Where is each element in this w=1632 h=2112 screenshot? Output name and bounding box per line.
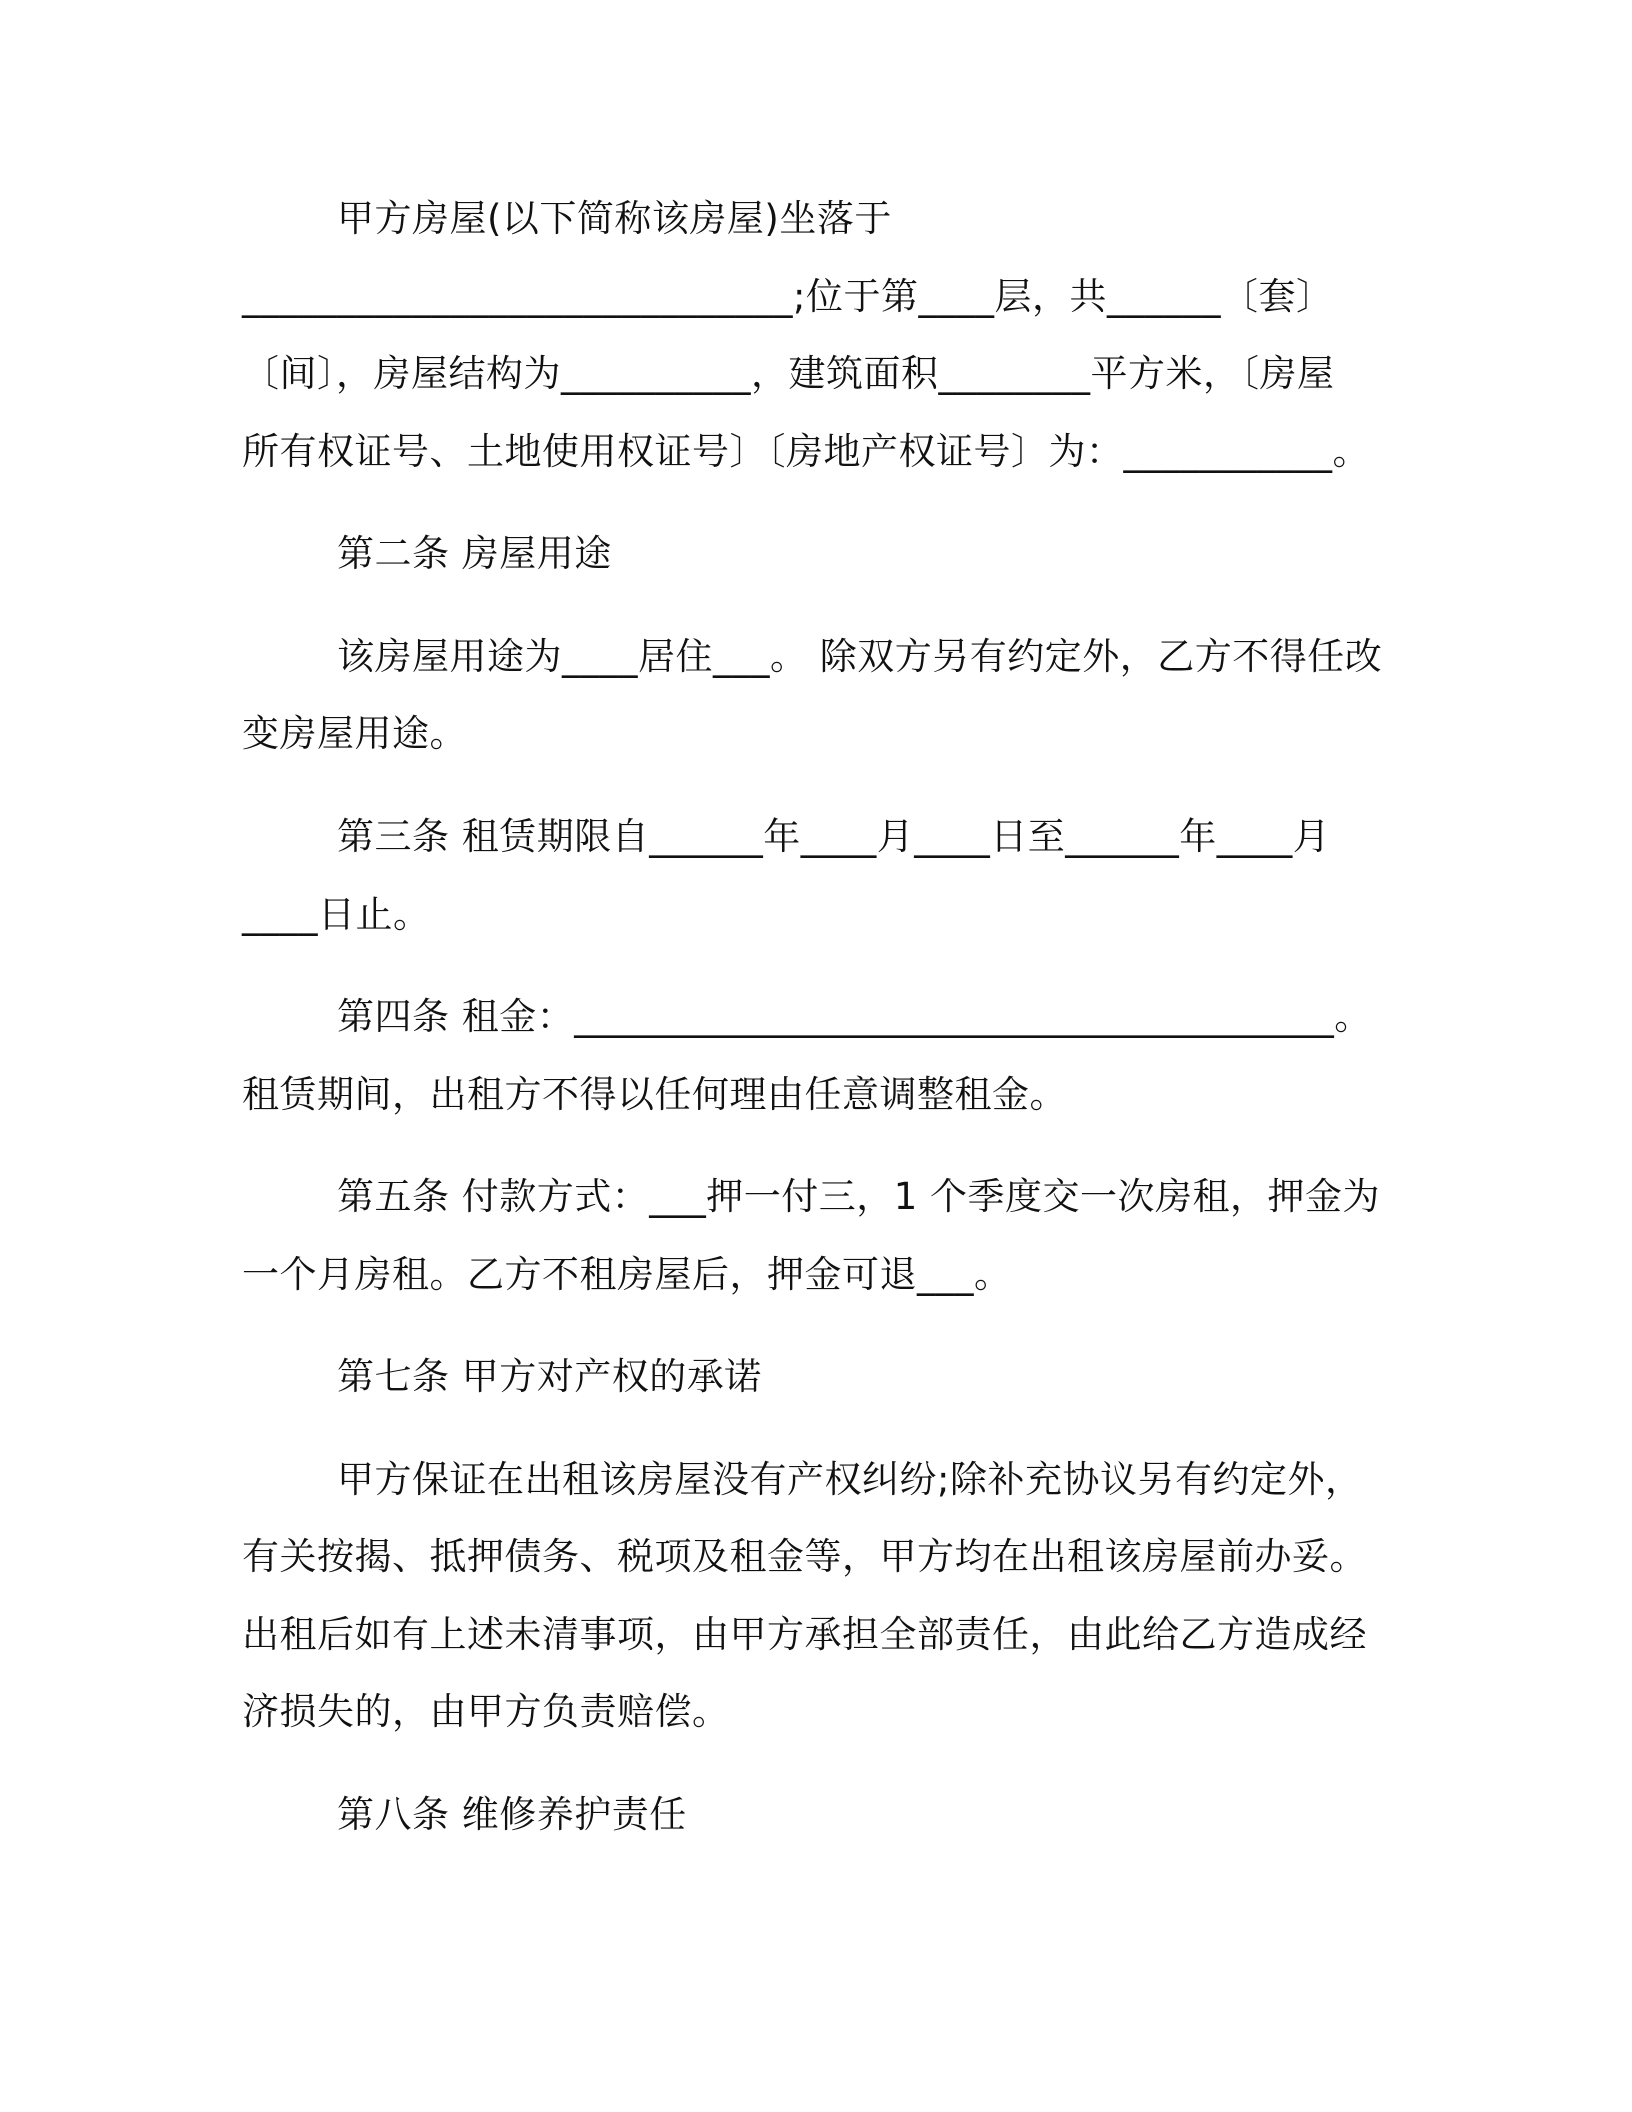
article-2-text-line-2: 变房屋用途。 (242, 712, 467, 755)
article-2-text-line-1: 该房屋用途为____居住___。 除双方另有约定外，乙方不得任改 (337, 635, 1383, 678)
article-7-heading: 第七条 甲方对产权的承诺 (337, 1355, 762, 1398)
article-7-text-line-1: 甲方保证在出租该房屋没有产权纠纷;除补充协议另有约定外， (337, 1458, 1363, 1501)
article-7-text-line-2: 有关按揭、抵押债务、税项及租金等，甲方均在出租该房屋前办妥。 (242, 1535, 1367, 1578)
article-7-text-line-4: 济损失的，由甲方负责赔偿。 (242, 1690, 730, 1733)
property-structure-line: 〔间〕，房屋结构为__________，建筑面积________平方米，〔房屋 (242, 352, 1335, 395)
property-floor-line: _____________________________;位于第____层，共______〔套〕 (242, 275, 1334, 318)
article-8-heading: 第八条 维修养护责任 (337, 1793, 687, 1836)
article-3-line-2: ____日止。 (242, 893, 431, 936)
article-7-text-line-3: 出租后如有上述未清事项，由甲方承担全部责任，由此给乙方造成经 (242, 1613, 1367, 1656)
article-4-line-2: 租赁期间，出租方不得以任何理由任意调整租金。 (242, 1073, 1067, 1116)
article-5-line-2: 一个月房租。乙方不租房屋后，押金可退___。 (242, 1253, 1012, 1296)
property-certificate-line: 所有权证号、土地使用权证号〕〔房地产权证号〕为：___________。 (242, 430, 1370, 473)
article-4-line-1: 第四条 租金：________________________________________。 (337, 995, 1372, 1038)
article-5-line-1: 第五条 付款方式：___押一付三，1 个季度交一次房租，押金为 (337, 1175, 1381, 1218)
article-3-line-1: 第三条 租赁期限自______年____月____日至______年____月 (337, 815, 1331, 858)
article-2-heading: 第二条 房屋用途 (337, 532, 612, 575)
property-location-line: 甲方房屋(以下简称该房屋)坐落于 (337, 197, 892, 240)
